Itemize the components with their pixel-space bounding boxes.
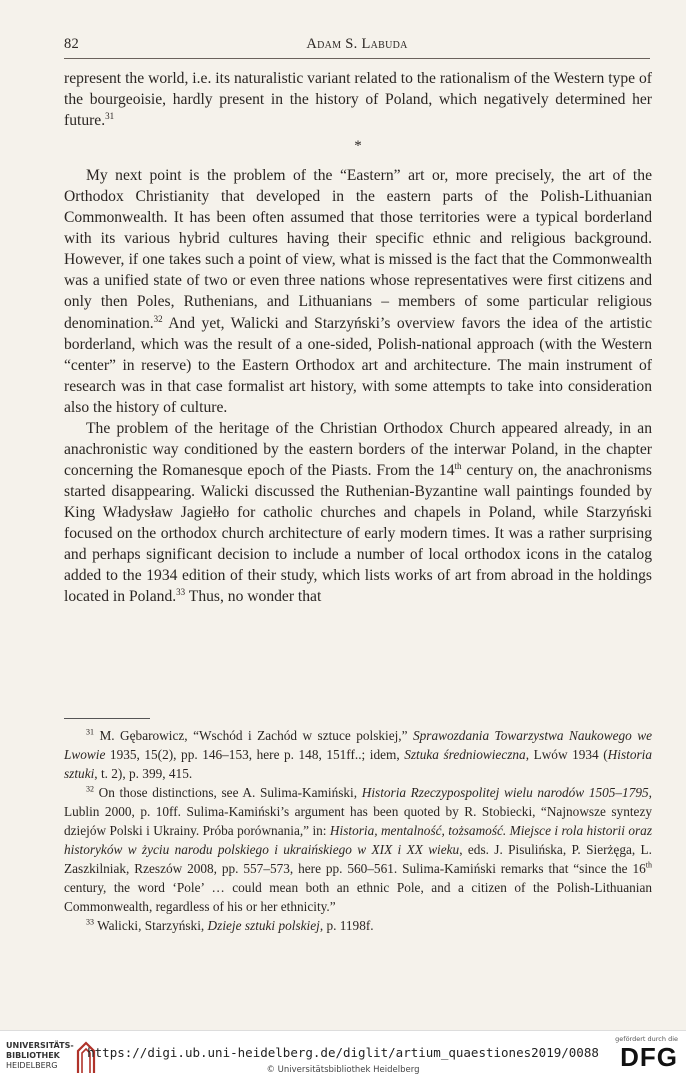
footnote-text: century, the word ‘Pole’ … could mean both an ethnic Pole, and a citizen of the Polish-Lithuanian Commonwealth, regardless of his or her ethnicity.”	[64, 880, 652, 914]
running-author: Adam S. Labuda	[306, 36, 408, 52]
library-line-1: UNIVERSITÄTS-	[6, 1041, 74, 1050]
dfg-wordmark: DFG	[620, 1042, 678, 1072]
paragraph-1	[64, 68, 652, 131]
footnote-text: , t. 2), p. 399, 415.	[94, 766, 193, 781]
footnote-italic: Historia Rzeczypospolitej wielu narodów 1505–1795	[361, 785, 649, 800]
paragraph-3-text-b: century on, the anachronisms started disappearing. Walicki discussed the Ruthenian-Byzantine wall paintings founded by King Władysław Jagiełło for catholic churches and chapels in Poland, while Starzyński focused on the orthodox church architecture of early modern times. It was a rather surprising and perhaps significant decision to include a number of local orthodox icons in the catalog added to the 1934 edition of their study, which lists works of art from abroad in the holdings located in Poland.	[64, 461, 652, 606]
footnote-text: Walicki, Starzyński,	[94, 918, 208, 933]
footnote-33	[64, 916, 652, 935]
main-text	[64, 68, 652, 607]
funded-by-label: gefördert durch die	[615, 1035, 678, 1043]
ordinal-suffix: th	[645, 860, 652, 870]
footnote-rule	[64, 718, 150, 719]
footnote-31	[64, 726, 652, 783]
footnote-italic: Dzieje sztuki polskiej	[207, 918, 320, 933]
footnote-text: On those distinctions, see A. Sulima-Kamiński,	[94, 785, 362, 800]
header-rule	[64, 58, 650, 59]
footnote-text: , Lublin 2000, p. 10ff. Sulima-Kamiński’s argument has been quoted by R. Stobiecki, “Najnowsze syntezy dziejów Polski i Ukrainy. Próba porównania,” in:	[64, 785, 652, 838]
page-number: 82	[64, 36, 80, 52]
footnote-text: , p. 1198f.	[319, 918, 374, 933]
footnote-italic: Sztuka średniowieczna	[404, 747, 526, 762]
paragraph-2	[64, 165, 652, 418]
footnote-text: , eds. J. Pisulińska, P. Sierżęga, L. Zaszkilniak, Rzeszów 2008, pp. 557–573, here pp. 560–561. Sulima-Kamiński remarks that “since the 16	[64, 842, 653, 876]
footnote-italic: Sprawozdania Towarzystwa Naukowego we Lwowie	[64, 728, 652, 762]
footnote-ref-33[interactable]: 33	[176, 586, 186, 597]
footnotes	[64, 726, 652, 935]
dfg-logo[interactable]	[608, 1035, 678, 1079]
footnote-number: 31	[86, 727, 94, 737]
ordinal-suffix: th	[454, 460, 462, 471]
paragraph-1-text: represent the world, i.e. its naturalistic variant related to the rationalism of the Western type of the bourgeoisie, hardly present in the history of Poland, which negatively determined her future.	[64, 70, 652, 130]
paragraph-3	[64, 418, 652, 607]
document-url-link[interactable]: https://digi.ub.uni-heidelberg.de/diglit/artium_quaestiones2019/0088	[87, 1045, 599, 1060]
footnote-italic: Historia sztuki	[64, 747, 652, 781]
footnote-text: , Lwów 1934 (	[525, 747, 608, 762]
footnote-ref-32[interactable]: 32	[153, 313, 163, 324]
footnote-number: 32	[86, 784, 94, 794]
paragraph-2-text-b: And yet, Walicki and Starzyński’s overview favors the idea of the artistic borderland, which was the result of a one-sided, Polish-national approach (with the Western “center” in reserve) to the Eastern Orthodox art and architecture. The main instrument of research was in that case formalist art history, with some attempts to take into consideration also the history of culture.	[64, 314, 652, 416]
copyright-notice: © Universitätsbibliothek Heidelberg	[266, 1065, 420, 1075]
footnote-32	[64, 783, 652, 916]
paragraph-3-text-c: Thus, no wonder that	[185, 588, 322, 606]
footnote-number: 33	[86, 917, 94, 927]
footnote-ref-31[interactable]: 31	[105, 110, 115, 121]
paragraph-2-text-a: My next point is the problem of the “Eastern” art or, more precisely, the art of the Orthodox Christianity that developed in the eastern parts of the Polish-Lithuanian Commonwealth. It has been often assumed that those territories were a typical borderland with its various hybrid cultures having their specific ethnic and religious background. However, if one takes such a point of view, what is missed is the fact that the Commonwealth was a unified state of two or even three nations whose representatives were first citizens and only then Poles, Ruthenians, and Lithuanians – members of some particular religious denomination.	[64, 167, 652, 332]
library-line-2: BIBLIOTHEK	[6, 1051, 60, 1060]
footnote-text: 1935, 15(2), pp. 146–153, here p. 148, 151ff..; idem,	[105, 747, 405, 762]
running-header	[64, 36, 650, 56]
section-separator: *	[354, 138, 362, 155]
paragraph-3-text-a: The problem of the heritage of the Christian Orthodox Church appeared already, in an anachronistic way conditioned by the eastern borders of the interwar Poland, in the chapter concerning the Romanesque epoch of the Piasts. From the 14	[64, 419, 652, 479]
footnote-text: M. Gębarowicz, “Wschód i Zachód w sztuce polskiej,”	[94, 728, 413, 743]
library-line-3: HEIDELBERG	[6, 1061, 58, 1070]
viewer-footer	[0, 1030, 686, 1083]
footnote-italic: Historia, mentalność, tożsamość. Miejsce i rola historii oraz historyków w życiu narodu polskiego i ukraińskiego w XIX i XX wieku	[64, 823, 652, 857]
